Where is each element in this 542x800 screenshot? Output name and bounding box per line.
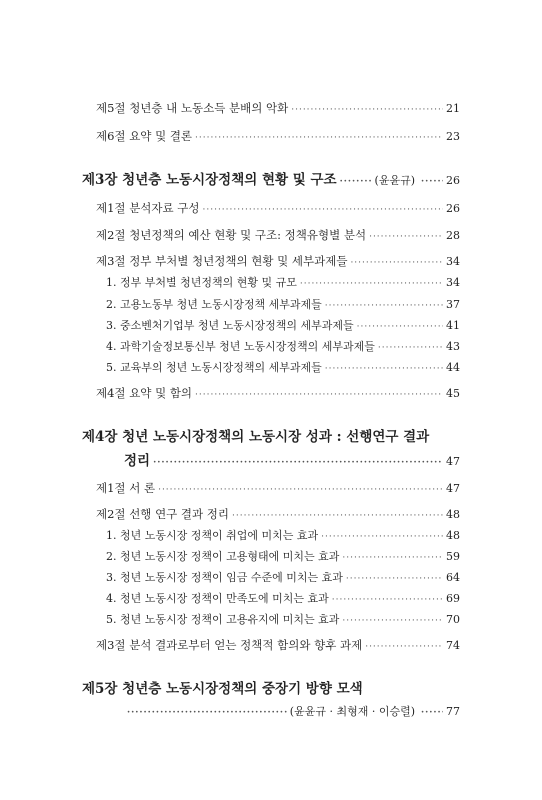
toc-entry-label: 2. 고용노동부 청년 노동시장정책 세부과제들: [106, 298, 322, 311]
leader-dots: [357, 317, 443, 337]
toc-entry-chapter3-section2[interactable]: [96, 225, 460, 247]
leader-dots: [153, 453, 443, 473]
leader-dots: [232, 506, 443, 526]
toc-entry-chapter4[interactable]: [124, 451, 460, 473]
leader-dots: [369, 227, 443, 247]
leader-dots: [421, 703, 443, 723]
leader-dots: [195, 128, 443, 148]
toc-entry-chapter4-section2[interactable]: [96, 504, 460, 526]
leader-dots: [291, 100, 443, 120]
toc-page-number: 74: [446, 639, 460, 652]
toc-page-number: 70: [446, 613, 460, 626]
leader-dots: [321, 527, 443, 547]
toc-entry-label: 1. 정부 부처별 청년정책의 현황 및 규모: [106, 276, 297, 289]
toc-page-number: 34: [446, 255, 460, 268]
chapter-title: 제3장 청년층 노동시장정책의 현황 및 구조: [82, 172, 337, 188]
toc-entry-chapter4-section2-item1[interactable]: [106, 526, 460, 547]
toc-entry-label: 1. 청년 노동시장 정책이 취업에 미치는 효과: [106, 529, 319, 542]
leader-dots: [195, 385, 443, 405]
toc-entry-chapter3-section3-item1[interactable]: [106, 273, 460, 294]
chapter4-title-line1[interactable]: 제4장 청년 노동시장정책의 노동시장 성과 : 선행연구 결과: [82, 429, 430, 445]
chapter-authors: (윤윤규 · 최형재 · 이승렬): [289, 705, 415, 718]
toc-entry-label: 제6절 요약 및 결론: [96, 129, 193, 143]
toc-page-number: 59: [446, 550, 460, 563]
toc-page-number: 47: [446, 482, 460, 495]
toc-entry-chapter3-section3[interactable]: [96, 251, 460, 273]
toc-page-number: 21: [446, 102, 460, 115]
toc-page-number: 45: [446, 387, 460, 400]
toc-entry-label: 제1절 분석자료 구성: [96, 201, 200, 215]
toc-page-number: 44: [446, 361, 460, 374]
leader-dots: [158, 480, 443, 500]
toc-page-number: 41: [446, 319, 460, 332]
chapter-title-continued: 정리: [124, 453, 151, 469]
toc-entry-label: 4. 청년 노동시장 정책이 만족도에 미치는 효과: [106, 592, 329, 605]
toc-page-number: 64: [446, 571, 460, 584]
toc-page-number: 69: [446, 592, 460, 605]
toc-entry-label: 제5절 청년층 내 노동소득 분배의 악화: [96, 101, 289, 115]
toc-entry-chapter4-section2-item2[interactable]: [106, 547, 460, 568]
leader-dots: [127, 703, 287, 723]
toc-entry-label: 제2절 청년정책의 예산 현황 및 구조: 정책유형별 분석: [96, 228, 367, 242]
toc-entry-label: 2. 청년 노동시장 정책이 고용형태에 미치는 효과: [106, 550, 340, 563]
toc-entry-chapter3-section1[interactable]: [96, 198, 460, 220]
toc-entry-chapter3-section4[interactable]: [96, 383, 460, 405]
toc-entry-chapter2-section5[interactable]: [96, 98, 460, 120]
toc-page-number: 48: [446, 529, 460, 542]
toc-entry-chapter4-section2-item5[interactable]: [106, 610, 460, 631]
toc-page-number: 28: [446, 229, 460, 242]
toc-entry-chapter4-section1[interactable]: [96, 478, 460, 500]
toc-page-number: 43: [446, 340, 460, 353]
leader-dots: [342, 611, 443, 631]
leader-dots: [421, 172, 443, 192]
toc-page-number: 26: [446, 202, 460, 215]
toc-page-number: 23: [446, 130, 460, 143]
toc-entry-chapter3[interactable]: [82, 170, 460, 192]
toc-entry-chapter3-section3-item4[interactable]: [106, 337, 460, 358]
toc-entry-chapter3-section3-item3[interactable]: [106, 316, 460, 337]
toc-entry-chapter3-section3-item5[interactable]: [106, 358, 460, 379]
chapter-author: (윤윤규): [374, 174, 415, 187]
toc-entry-chapter4-section3[interactable]: [96, 635, 460, 657]
leader-dots: [350, 253, 443, 273]
leader-dots: [203, 200, 444, 220]
chapter5-title[interactable]: 제5장 청년층 노동시장정책의 중장기 방향 모색: [82, 681, 363, 697]
leader-dots: [340, 172, 372, 192]
toc-entry-chapter5[interactable]: [124, 702, 460, 723]
toc-entry-label: 3. 청년 노동시장 정책이 임금 수준에 미치는 효과: [106, 571, 343, 584]
toc-page-number: 34: [446, 276, 460, 289]
leader-dots: [378, 338, 443, 358]
toc-entry-label: 4. 과학기술정보통신부 청년 노동시장정책의 세부과제들: [106, 340, 375, 353]
toc-entry-label: 제4절 요약 및 함의: [96, 386, 193, 400]
toc-entry-chapter4-section2-item3[interactable]: [106, 568, 460, 589]
toc-entry-label: 3. 중소벤처기업부 청년 노동시장정책의 세부과제들: [106, 319, 354, 332]
toc-entry-label: 제3절 분석 결과로부터 얻는 정책적 함의와 향후 과제: [96, 638, 363, 652]
toc-entry-label: 제1절 서 론: [96, 481, 156, 495]
toc-entry-chapter2-section6[interactable]: [96, 126, 460, 148]
toc-entry-chapter4-section2-item4[interactable]: [106, 589, 460, 610]
toc-page-number: 26: [446, 174, 460, 187]
toc-entry-label: 5. 청년 노동시장 정책이 고용유지에 미치는 효과: [106, 613, 340, 626]
toc-page-number: 48: [446, 508, 460, 521]
toc-page-number: 37: [446, 298, 460, 311]
toc-page-number: 77: [446, 705, 460, 718]
toc-entry-label: 제3절 정부 부처별 청년정책의 현황 및 세부과제들: [96, 254, 348, 268]
leader-dots: [300, 274, 443, 294]
toc-page-number: 47: [446, 455, 460, 468]
toc-entry-chapter3-section3-item2[interactable]: [106, 295, 460, 316]
leader-dots: [346, 569, 443, 589]
toc-entry-label: 5. 교육부의 청년 노동시장정책의 세부과제들: [106, 361, 322, 374]
toc-entry-label: 제2절 선행 연구 결과 정리: [96, 507, 230, 521]
leader-dots: [365, 637, 443, 657]
leader-dots: [332, 590, 443, 610]
leader-dots: [325, 359, 443, 379]
leader-dots: [342, 548, 443, 568]
leader-dots: [325, 296, 443, 316]
